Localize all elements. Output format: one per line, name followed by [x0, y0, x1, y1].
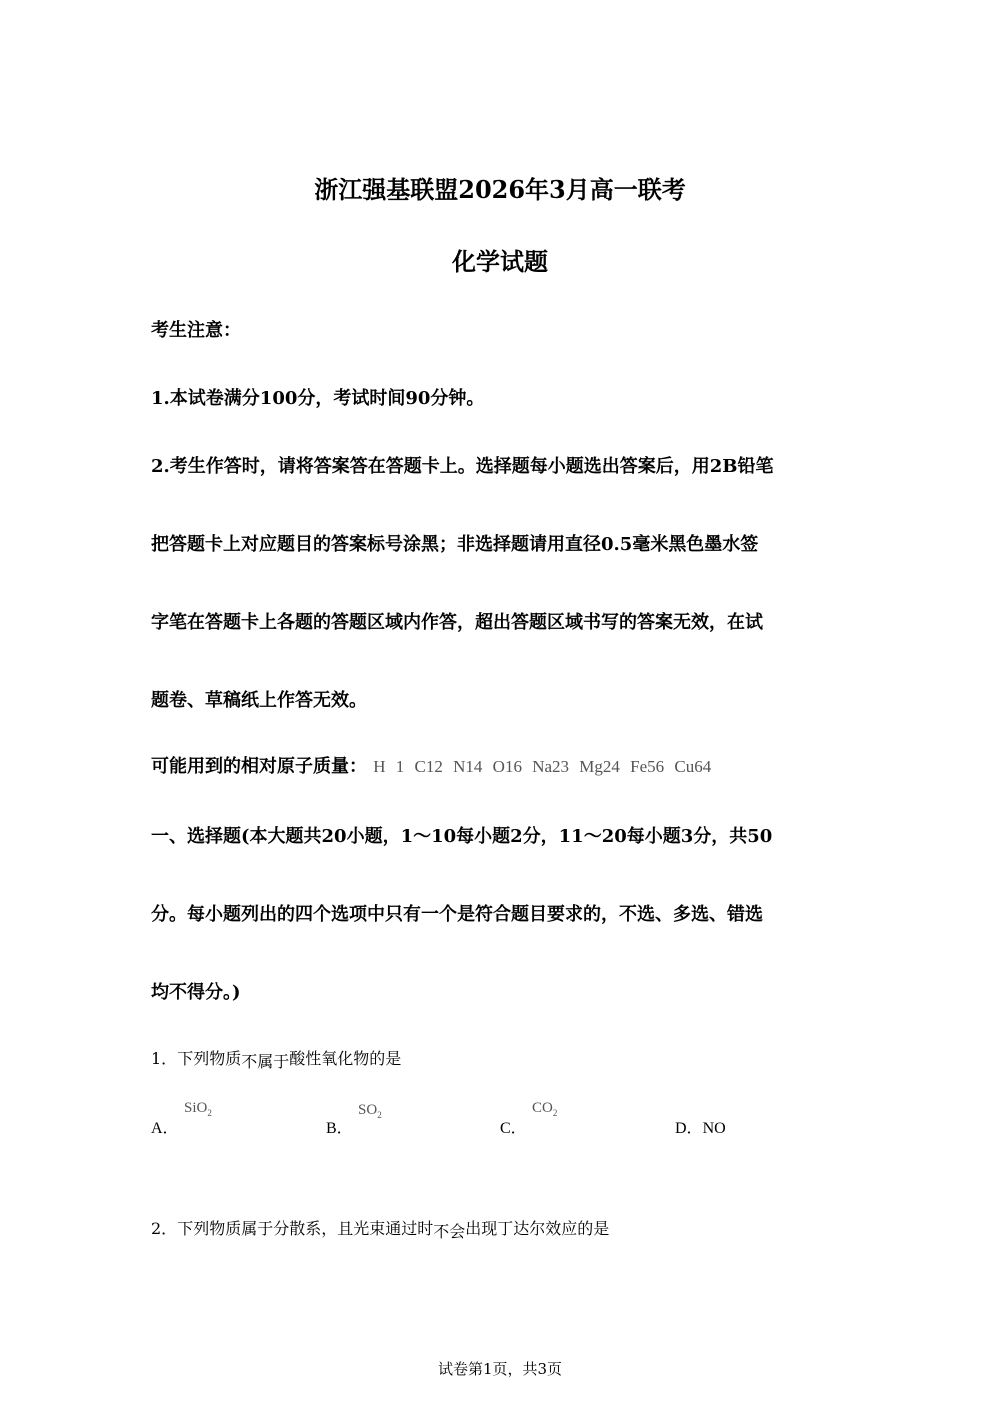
q1-option-d: [675, 1115, 726, 1138]
page-footer: 试卷第1页，共3页: [437, 1360, 563, 1378]
question-2-text-after: 出现丁达尔效应的是: [465, 1219, 610, 1238]
exam-subject: 化学试题: [452, 247, 548, 276]
q1-option-a-main: SiO: [184, 1100, 208, 1116]
section-1-line-2: 分。每小题列出的四个选项中只有一个是符合题目要求的，不选、多选、错选: [151, 904, 763, 925]
question-2-stem: [151, 1216, 609, 1239]
exam-title: 浙江强基联盟2026年3月高一联考: [314, 175, 686, 204]
notice-item-2-line-4: 题卷、草稿纸上作答无效。: [151, 690, 367, 711]
q1-option-c-letter: C．: [500, 1120, 527, 1137]
question-1-text-before: 下列物质: [177, 1049, 242, 1068]
section-1-line-3: 均不得分。): [151, 982, 241, 1003]
q1-option-b-sub: 2: [377, 1110, 382, 1120]
q1-option-c-sub: 2: [552, 1108, 558, 1118]
notice-item-1: 1.本试卷满分100分，考试时间90分钟。: [151, 388, 485, 409]
question-2-number: 2．: [151, 1219, 178, 1238]
notice-item-2-line-2: 把答题卡上对应题目的答案标号涂黑；非选择题请用直径0.5毫米黑色墨水签: [151, 534, 759, 555]
q1-option-c-formula: [532, 1100, 557, 1118]
question-2-text-before: 下列物质属于分散系，且光束通过时: [177, 1219, 434, 1238]
atomic-masses: [151, 752, 711, 778]
q1-option-c-main: CO: [532, 1100, 553, 1116]
q1-option-a-formula: [184, 1100, 212, 1118]
notice-heading: 考生注意：: [151, 320, 241, 341]
q1-option-b: [326, 1115, 353, 1138]
q1-option-a: [151, 1115, 179, 1138]
q1-option-d-main: NO: [702, 1120, 726, 1137]
question-1-stem: [151, 1046, 401, 1069]
q1-option-d-letter: D．: [675, 1120, 703, 1137]
q1-option-b-main: SO: [358, 1102, 378, 1118]
q1-option-b-formula: [358, 1102, 382, 1120]
notice-item-2-line-3: 字笔在答题卡上各题的答题区域内作答，超出答题区域书写的答案无效，在试: [151, 612, 763, 633]
question-1-emphasis: 不属于: [241, 1052, 290, 1071]
q1-option-c: [500, 1115, 527, 1138]
notice-item-2-line-1: 2.考生作答时，请将答案答在答题卡上。选择题每小题选出答案后，用2B铅笔: [151, 456, 774, 477]
q1-option-a-sub: 2: [207, 1108, 212, 1118]
q1-option-a-letter: A．: [151, 1120, 179, 1137]
question-1-number: 1．: [151, 1049, 178, 1068]
question-2-emphasis: 不会: [433, 1222, 466, 1241]
atomic-masses-values: H 1 C12 N14 O16 Na23 Mg24 Fe56 Cu64: [373, 757, 712, 776]
question-1-text-after: 酸性氧化物的是: [289, 1049, 402, 1068]
atomic-masses-label: 可能用到的相对原子质量：: [151, 756, 367, 777]
q1-option-b-letter: B．: [326, 1120, 353, 1137]
section-1-line-1: 一、选择题(本大题共20小题，1～10每小题2分，11～20每小题3分，共50: [151, 826, 773, 847]
